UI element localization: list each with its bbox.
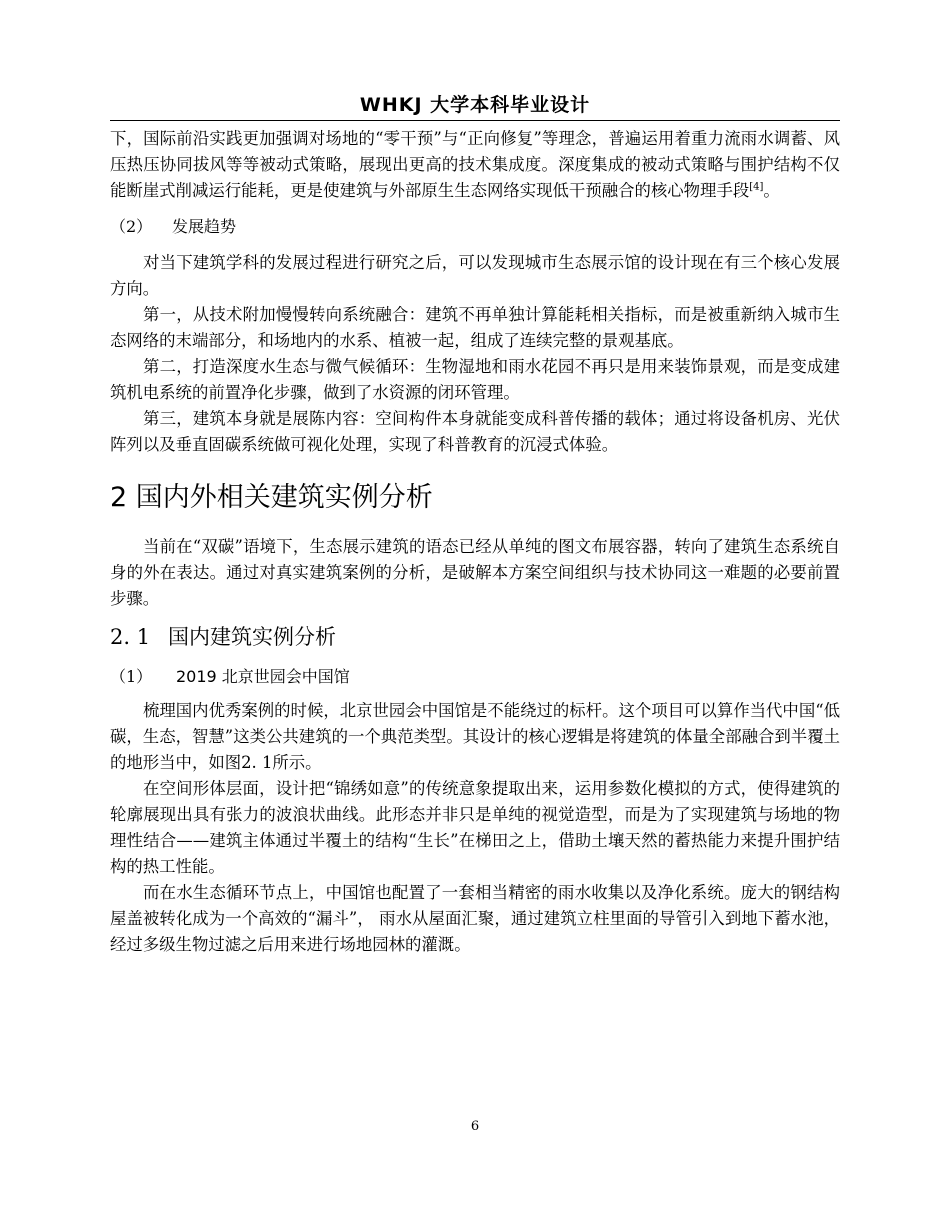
citation-reference: [4] <box>749 181 764 193</box>
section-1-tail-paragraph <box>110 126 840 204</box>
section-2-1-title: 国内建筑实例分析 <box>168 625 336 649</box>
case-1-number: （1） <box>110 667 153 686</box>
chapter-2-heading: 2 国内外相关建筑实例分析 <box>110 482 433 513</box>
paragraph-end-mark: 。 <box>763 181 780 200</box>
trends-intro-paragraph: 对当下建筑学科的发展过程进行研究之后，可以发现城市生态展示馆的设计现在有三个核心发展方向。 <box>110 253 840 298</box>
page-header <box>110 92 840 121</box>
trends-heading-number: （2） <box>110 217 153 236</box>
page-content <box>110 126 840 958</box>
page-footer <box>0 1118 950 1136</box>
chapter-2-intro-paragraph: 当前在“双碳”语境下，生态展示建筑的语态已经从单纯的图文布展容器，转向了建筑生态系统自身的外在表达。通过对真实建筑案例的分析，是破解本方案空间组织与技术协同这一难题的必要前置步骤。 <box>110 537 840 608</box>
case-1-paragraph-2: 在空间形体层面，设计把“锦绣如意”的传统意象提取出来，运用参数化模拟的方式，使得建筑的轮廓展现出具有张力的波浪状曲线。此形态并非只是单纯的视觉造型，而是为了实现建筑与场地的物理性结合——建筑主体通过半覆土的结构“生长”在梯田之上，借助土壤天然的蓄热能力来提升围护结构的热工性能。 <box>110 779 840 876</box>
section-1-tail-text: 下，国际前沿实践更加强调对场地的“零干预”与“正向修复”等理念，普遍运用着重力流雨水调蓄、风压热压协同拔风等等被动式策略，展现出更高的技术集成度。深度集成的被动式策略与围护结构不仅能断崖式削减运行能耗，更是使建筑与外部原生生态网络实现低干预融合的核心物理手段 <box>110 129 840 200</box>
trends-second-paragraph: 第二，打造深度水生态与微气候循环：生物湿地和雨水花园不再只是用来装饰景观，而是变成建筑机电系统的前置净化步骤，做到了水资源的闭环管理。 <box>110 357 840 402</box>
section-2-1-number: 2. 1 <box>110 625 151 649</box>
case-1-title: 2019 北京世园会中国馆 <box>176 667 350 686</box>
trends-heading <box>110 214 840 240</box>
trends-first-paragraph: 第一，从技术附加慢慢转向系统融合：建筑不再单独计算能耗相关指标，而是被重新纳入城市生态网络的末端部分，和场地内的水系、植被一起，组成了连续完整的景观基底。 <box>110 305 840 350</box>
case-1-paragraph-1: 梳理国内优秀案例的时候，北京世园会中国馆是不能绕过的标杆。这个项目可以算作当代中国“低碳，生态，智慧”这类公共建筑的一个典范类型。其设计的核心逻辑是将建筑的体量全部融合到半覆土的地形当中，如图2. 1所示。 <box>110 701 840 772</box>
header-title: WHKJ 大学本科毕业设计 <box>359 94 591 116</box>
case-1-paragraph-3: 而在水生态循环节点上，中国馆也配置了一套相当精密的雨水收集以及净化系统。庞大的钢结构屋盖被转化成为一个高效的“漏斗”， 雨水从屋面汇聚，通过建筑立柱里面的导管引入到地下蓄水池，经过多级生物过滤之后用来进行场地园林的灌溉。 <box>110 883 840 954</box>
trends-heading-title: 发展趋势 <box>172 217 237 236</box>
section-2-1-heading <box>110 622 840 652</box>
case-1-heading <box>110 664 840 690</box>
trends-third-paragraph: 第三，建筑本身就是展陈内容：空间构件本身就能变成科普传播的载体；通过将设备机房、光伏阵列以及垂直固碳系统做可视化处理，实现了科普教育的沉浸式体验。 <box>110 409 840 454</box>
page-number: 6 <box>470 1119 480 1134</box>
